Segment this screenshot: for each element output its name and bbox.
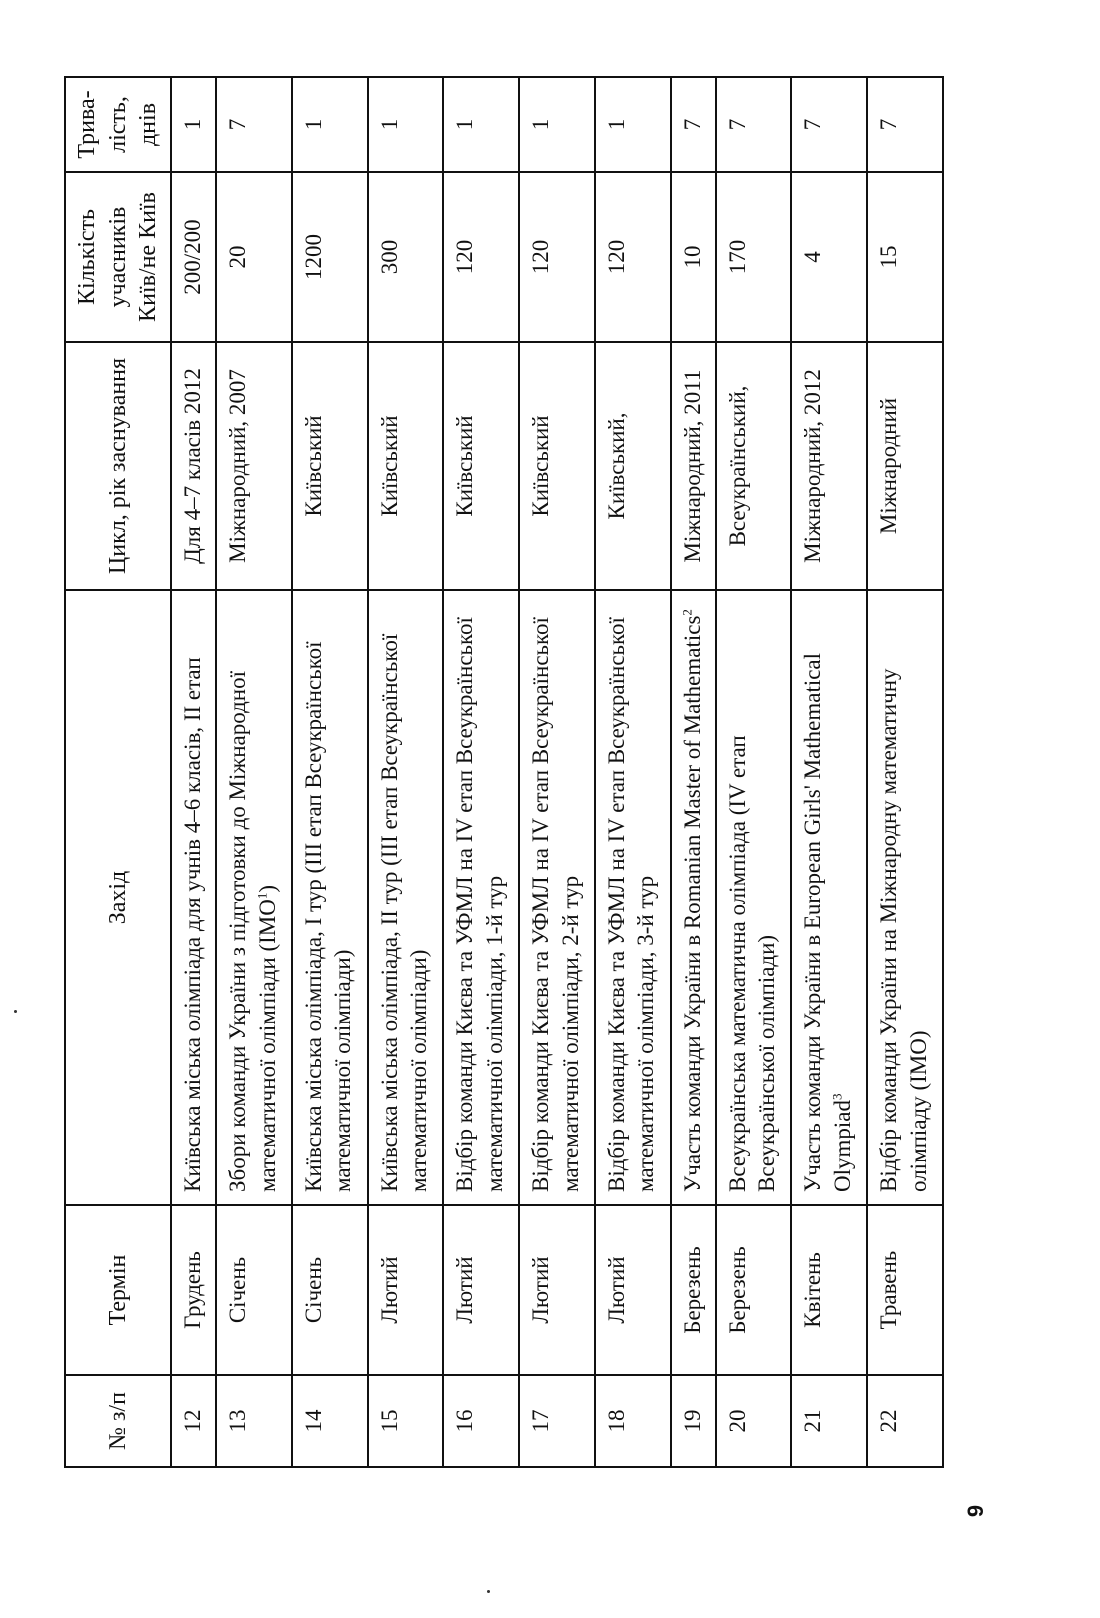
- table-row: [216, 77, 292, 1467]
- cell-duration-text: 1: [603, 118, 629, 131]
- cell-duration: [867, 77, 943, 172]
- cell-cycle: [368, 342, 444, 590]
- header-event: Захід: [65, 590, 171, 1205]
- cell-participants: [595, 172, 671, 342]
- cell-number-text: 12: [180, 1409, 206, 1433]
- cell-term-text: Лютий: [603, 1256, 629, 1324]
- cell-cycle: [595, 342, 671, 590]
- cell-number: [791, 1375, 867, 1467]
- cell-participants-text: 20: [225, 245, 251, 269]
- cell-term: [216, 1205, 292, 1375]
- cell-cycle: [791, 342, 867, 590]
- cell-duration-text: 1: [452, 118, 478, 131]
- cell-term: [171, 1205, 216, 1375]
- cell-cycle-text: Всеукраїнський,: [724, 385, 750, 547]
- cell-number: [671, 1375, 716, 1467]
- cell-cycle-text: Міжнародний: [876, 397, 902, 535]
- cell-duration: [443, 77, 519, 172]
- cell-participants-text: 200/200: [180, 219, 206, 295]
- header-cycle: Цикл, рік заснування: [65, 342, 171, 590]
- cell-duration: [171, 77, 216, 172]
- page-number: 9: [963, 1504, 989, 1518]
- table-row: [292, 77, 368, 1467]
- cell-term: [791, 1205, 867, 1375]
- cell-number-text: 14: [301, 1409, 326, 1433]
- table-row: [171, 77, 216, 1467]
- cell-event: [867, 590, 943, 1205]
- cell-event: [716, 590, 792, 1205]
- cell-duration-text: 7: [800, 118, 826, 131]
- cell-duration: [519, 77, 595, 172]
- cell-duration: [595, 77, 671, 172]
- cell-number: [716, 1375, 792, 1467]
- cell-event-text: Київська міська олімпіада, ІІ тур (ІІІ етап Всеукраїнської математичної олімпіади): [376, 633, 432, 1192]
- cell-cycle: [443, 342, 519, 590]
- cell-term-text: Грудень: [180, 1251, 206, 1329]
- olympiad-schedule-table-container: [64, 78, 944, 1468]
- cell-cycle: [671, 342, 716, 590]
- cell-term-text: Березень: [679, 1246, 705, 1334]
- cell-event: [443, 590, 519, 1205]
- cell-participants-text: 4: [800, 251, 826, 263]
- cell-event-text: Київська міська олімпіада, І тур (ІІІ етап Всеукраїнської математичної олімпіади): [301, 641, 356, 1192]
- cell-cycle-text: Київський: [528, 415, 554, 517]
- cell-number-text: 20: [724, 1409, 750, 1433]
- cell-duration: [716, 77, 792, 172]
- cell-event-text: Всеукраїнська математична олімпіада (IV етап Всеукраїнської олімпіади): [724, 735, 780, 1192]
- cell-participants: [292, 172, 368, 342]
- cell-event: [171, 590, 216, 1205]
- cell-term: [867, 1205, 943, 1375]
- cell-cycle-text: Київський: [376, 415, 402, 517]
- cell-cycle: [519, 342, 595, 590]
- cell-participants: [443, 172, 519, 342]
- cell-event: [519, 590, 595, 1205]
- cell-number-text: 19: [679, 1409, 705, 1433]
- cell-number-text: 21: [800, 1409, 826, 1433]
- cell-term: [595, 1205, 671, 1375]
- footnote-marker: 3: [829, 1093, 845, 1100]
- cell-cycle-text: Міжнародний, 2012: [800, 369, 826, 563]
- cell-number-text: 16: [452, 1409, 478, 1433]
- cell-duration: [791, 77, 867, 172]
- footnote-marker: 1: [254, 892, 270, 900]
- cell-number-text: 13: [225, 1409, 251, 1433]
- cell-number-text: 15: [376, 1409, 402, 1433]
- cell-participants-text: 10: [679, 245, 705, 269]
- cell-cycle-text: Київський: [452, 415, 478, 517]
- cell-number-text: 22: [876, 1409, 902, 1433]
- cell-term: [368, 1205, 444, 1375]
- table-row: [791, 77, 867, 1467]
- cell-term-text: Квітень: [800, 1252, 826, 1328]
- cell-participants-text: 1200: [301, 234, 326, 280]
- cell-participants-text: 15: [876, 245, 902, 269]
- cell-duration-text: 1: [180, 118, 206, 131]
- table-row: [716, 77, 792, 1467]
- cell-term-text: Березень: [724, 1246, 750, 1334]
- cell-number: [171, 1375, 216, 1467]
- table-row: [443, 77, 519, 1467]
- cell-event-text: Відбір команди України на Міжнародну математичну олімпіаду (IMO): [876, 668, 931, 1192]
- cell-term: [519, 1205, 595, 1375]
- cell-cycle-text: Міжнародний, 2007: [225, 369, 251, 563]
- cell-duration-text: 1: [301, 118, 326, 131]
- cell-duration-text: 1: [376, 118, 402, 131]
- olympiad-schedule-table: [64, 76, 944, 1468]
- cell-participants-text: 120: [603, 239, 629, 275]
- cell-participants: [216, 172, 292, 342]
- cell-cycle-text: Київський: [301, 415, 326, 517]
- cell-event-text: Відбір команди Києва та УФМЛ на IV етап Всеукраїнської математичної олімпіади, 3-й тур: [603, 617, 659, 1192]
- cell-event: [671, 590, 716, 1205]
- cell-term: [443, 1205, 519, 1375]
- cell-term-text: Січень: [301, 1256, 326, 1324]
- cell-participants: [867, 172, 943, 342]
- cell-cycle: [216, 342, 292, 590]
- header-duration: Трива-лість, днів: [65, 77, 171, 172]
- cell-term-text: Лютий: [528, 1256, 554, 1324]
- cell-participants-text: 300: [376, 239, 402, 275]
- cell-participants: [791, 172, 867, 342]
- scan-speck: [487, 1590, 490, 1593]
- cell-duration: [292, 77, 368, 172]
- footnote-marker: 2: [678, 609, 694, 616]
- cell-participants: [716, 172, 792, 342]
- cell-term-text: Лютий: [376, 1256, 402, 1324]
- scan-speck: [14, 1010, 17, 1013]
- table-row: [368, 77, 444, 1467]
- cell-event-text: Участь команди України в European Girls' Mathematical Olympiad: [800, 652, 855, 1192]
- table-row: [519, 77, 595, 1467]
- cell-duration-text: 7: [876, 118, 902, 131]
- cell-event-text: Участь команди України в Romanian Master of Mathematics: [679, 615, 705, 1192]
- cell-cycle: [171, 342, 216, 590]
- cell-duration-text: 7: [679, 118, 705, 131]
- cell-cycle-text: Міжнародний, 2011: [679, 369, 705, 563]
- header-number: № з/п: [65, 1375, 171, 1467]
- cell-number: [368, 1375, 444, 1467]
- cell-term: [671, 1205, 716, 1375]
- cell-participants: [171, 172, 216, 342]
- cell-event: [595, 590, 671, 1205]
- cell-cycle-text: Для 4–7 класів 2012: [180, 368, 206, 564]
- cell-cycle-text: Київський,: [603, 412, 629, 520]
- cell-duration-text: 1: [528, 118, 554, 131]
- cell-event: [292, 590, 368, 1205]
- cell-cycle: [716, 342, 792, 590]
- cell-participants: [368, 172, 444, 342]
- cell-duration: [216, 77, 292, 172]
- cell-number: [443, 1375, 519, 1467]
- cell-participants: [671, 172, 716, 342]
- cell-participants-text: 120: [452, 239, 478, 275]
- table-header-row: [65, 77, 171, 1467]
- cell-event-text: Київська міська олімпіада для учнів 4–6 класів, ІІ етап: [180, 657, 206, 1192]
- cell-participants: [519, 172, 595, 342]
- cell-duration: [671, 77, 716, 172]
- cell-event-text: Відбір команди Києва та УФМЛ на IV етап Всеукраїнської математичної олімпіади, 2-й тур: [528, 617, 583, 1192]
- cell-number: [867, 1375, 943, 1467]
- cell-cycle: [292, 342, 368, 590]
- cell-cycle: [867, 342, 943, 590]
- table-row: [867, 77, 943, 1467]
- cell-event-text: Відбір команди Києва та УФМЛ на IV етап Всеукраїнської математичної олімпіади, 1-й тур: [452, 617, 507, 1192]
- cell-duration-text: 7: [225, 118, 251, 131]
- header-term: Термін: [65, 1205, 171, 1375]
- cell-event: [216, 590, 292, 1205]
- header-participants: Кількість учасників Київ/не Київ: [65, 172, 171, 342]
- cell-duration-text: 7: [724, 118, 750, 131]
- cell-number: [519, 1375, 595, 1467]
- cell-term: [716, 1205, 792, 1375]
- cell-term: [292, 1205, 368, 1375]
- cell-duration: [368, 77, 444, 172]
- table-row: [671, 77, 716, 1467]
- cell-term-text: Травень: [876, 1250, 902, 1330]
- cell-number: [216, 1375, 292, 1467]
- cell-event-text: Збори команди України з підготовки до Міжнародної математичної олімпіади (IMO: [225, 670, 280, 1192]
- cell-number-text: 18: [603, 1409, 629, 1433]
- cell-event: [368, 590, 444, 1205]
- cell-term-text: Січень: [225, 1256, 251, 1324]
- cell-number-text: 17: [528, 1409, 554, 1433]
- table-row: [595, 77, 671, 1467]
- cell-number: [595, 1375, 671, 1467]
- cell-participants-text: 170: [724, 239, 750, 275]
- cell-number: [292, 1375, 368, 1467]
- cell-event-tail: ): [254, 885, 280, 893]
- cell-participants-text: 120: [528, 239, 554, 275]
- cell-event: [791, 590, 867, 1205]
- cell-term-text: Лютий: [452, 1256, 478, 1324]
